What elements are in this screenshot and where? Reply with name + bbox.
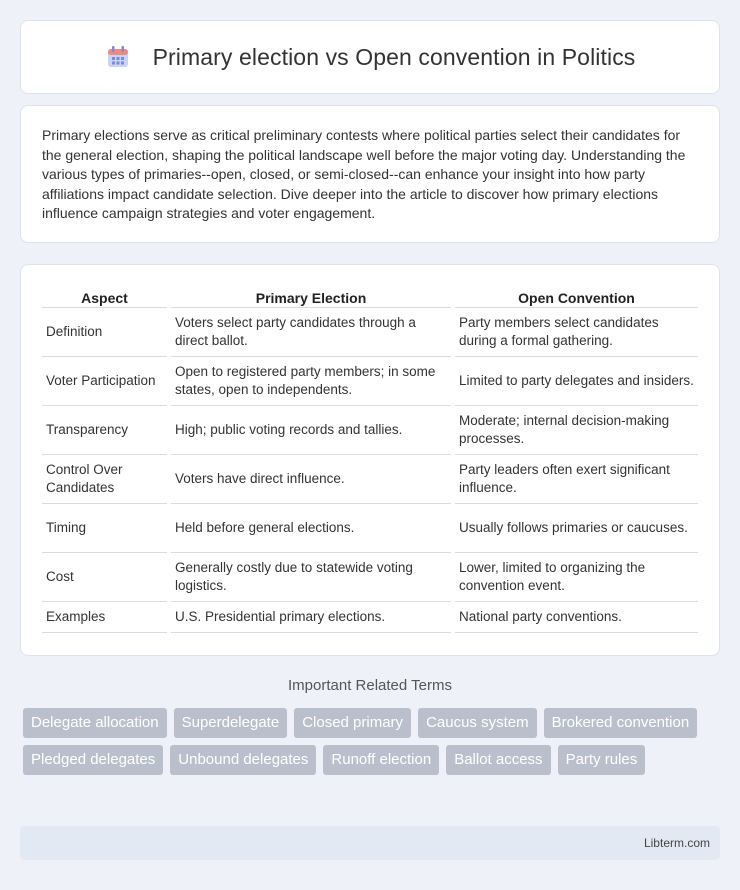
cell-primary: High; public voting records and tallies. xyxy=(171,406,451,455)
intro-text: Primary elections serve as critical preliminary contests where political parties select their candidates for the general election, shaping the political landscape well before the major voting day. Understanding the various types of primaries--open, closed, or semi-closed--can enhance your insight into how party affiliations impact candidate selection. Dive deeper into the article to discover how primary elections influence campaign strategies and voter engagement. xyxy=(42,127,686,221)
page-title: Primary election vs Open convention in Politics xyxy=(152,43,636,70)
tag-pledged-delegates[interactable]: Pledged delegates xyxy=(23,745,163,775)
cell-aspect: Voter Participation xyxy=(42,357,167,406)
related-terms-list xyxy=(23,708,723,782)
tag-superdelegate[interactable]: Superdelegate xyxy=(174,708,288,738)
tag-brokered-convention[interactable]: Brokered convention xyxy=(544,708,698,738)
footer-site-link[interactable]: Libterm.com xyxy=(643,836,710,850)
cell-convention: National party conventions. xyxy=(455,602,698,633)
header-primary-election: Primary Election xyxy=(171,285,451,308)
cell-convention: Moderate; internal decision-making processes. xyxy=(455,406,698,455)
calendar-icon xyxy=(105,44,131,70)
table-row xyxy=(42,455,698,504)
cell-aspect: Transparency xyxy=(42,406,167,455)
header-open-convention: Open Convention xyxy=(455,285,698,308)
cell-convention: Limited to party delegates and insiders. xyxy=(455,357,698,406)
related-terms-heading: Important Related Terms xyxy=(288,677,452,694)
tag-closed-primary[interactable]: Closed primary xyxy=(294,708,411,738)
cell-aspect: Timing xyxy=(42,504,167,553)
table-row xyxy=(42,406,698,455)
title-card xyxy=(20,20,720,94)
cell-convention: Party members select candidates during a formal gathering. xyxy=(455,308,698,357)
cell-aspect: Cost xyxy=(42,553,167,602)
tag-caucus-system[interactable]: Caucus system xyxy=(418,708,537,738)
cell-convention: Party leaders often exert significant influence. xyxy=(455,455,698,504)
table-row xyxy=(42,308,698,357)
tag-delegate-allocation[interactable]: Delegate allocation xyxy=(23,708,167,738)
table-row xyxy=(42,504,698,553)
cell-primary: Open to registered party members; in some states, open to independents. xyxy=(171,357,451,406)
cell-primary: Generally costly due to statewide voting logistics. xyxy=(171,553,451,602)
table-row xyxy=(42,602,698,633)
cell-aspect: Definition xyxy=(42,308,167,357)
comparison-table-card xyxy=(20,264,720,656)
cell-primary: U.S. Presidential primary elections. xyxy=(171,602,451,633)
header-aspect: Aspect xyxy=(42,285,167,308)
comparison-table xyxy=(38,285,702,633)
table-header-row xyxy=(42,285,698,308)
cell-aspect: Control Over Candidates xyxy=(42,455,167,504)
footer xyxy=(20,826,720,860)
tag-unbound-delegates[interactable]: Unbound delegates xyxy=(170,745,316,775)
cell-aspect: Examples xyxy=(42,602,167,633)
intro-card xyxy=(20,105,720,243)
cell-primary: Held before general elections. xyxy=(171,504,451,553)
cell-convention: Usually follows primaries or caucuses. xyxy=(455,504,698,553)
table-row xyxy=(42,553,698,602)
cell-primary: Voters have direct influence. xyxy=(171,455,451,504)
cell-convention: Lower, limited to organizing the convention event. xyxy=(455,553,698,602)
tag-party-rules[interactable]: Party rules xyxy=(558,745,646,775)
tag-ballot-access[interactable]: Ballot access xyxy=(446,745,550,775)
tag-runoff-election[interactable]: Runoff election xyxy=(323,745,439,775)
table-row xyxy=(42,357,698,406)
cell-primary: Voters select party candidates through a direct ballot. xyxy=(171,308,451,357)
